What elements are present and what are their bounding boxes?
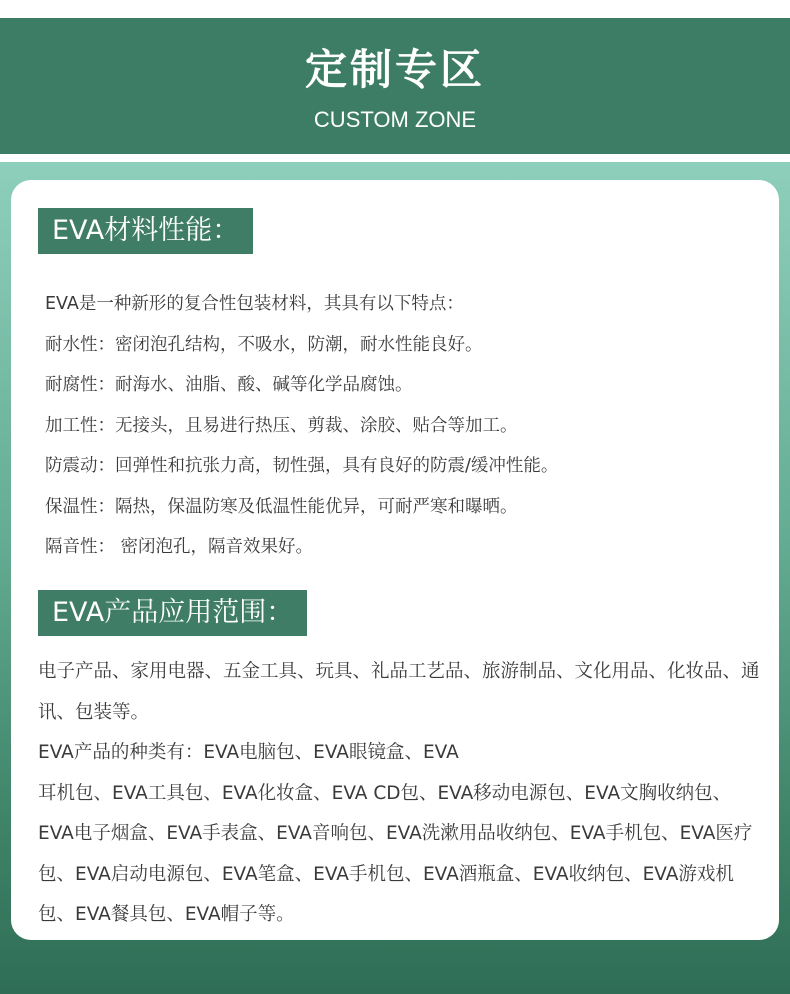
list-item: 耐水性：密闭泡孔结构，不吸水，防潮，耐水性能良好。 <box>45 334 483 355</box>
page-subtitle: CUSTOM ZONE <box>313 107 477 132</box>
application-paragraph-2-rest: 耳机包、EVA工具包、EVA化妆盒、EVA CD包、EVA移动电源包、EVA文胸收纳包、EVA电子烟盒、EVA手表盒、EVA音响包、EVA洗漱用品收纳包、EVA手机包、EVA医疗包、EVA启动电源包、EVA笔盒、EVA手机包、EVA酒瓶盒、EVA收纳包、EVA游戏机包、EVA餐具包、EVA帽子等。 <box>38 782 753 925</box>
application-text <box>38 652 760 936</box>
list-item: 加工性：无接头，且易进行热压、剪裁、涂胶、贴合等加工。 <box>45 415 518 436</box>
application-paragraph-1: 电子产品、家用电器、五金工具、玩具、礼品工艺品、旅游制品、文化用品、化妆品、通讯、包装等。 <box>38 661 760 723</box>
material-properties-list <box>45 284 765 568</box>
list-item: 保温性：隔热，保温防寒及低温性能优异，可耐严寒和曝晒。 <box>45 496 518 517</box>
list-item: 耐腐性：耐海水、油脂、酸、碱等化学品腐蚀。 <box>45 375 413 395</box>
application-paragraph-2-line-1: EVA产品的种类有：EVA电脑包、EVA眼镜盒、EVA <box>38 742 459 763</box>
list-item: 隔音性： 密闭泡孔，隔音效果好。 <box>45 537 314 557</box>
material-heading: EVA材料性能： <box>38 208 253 254</box>
list-item: 防震动：回弹性和抗张力高，韧性强，具有良好的防震/缓冲性能。 <box>45 456 559 476</box>
page-title: 定制专区 <box>304 45 485 94</box>
header-banner <box>0 18 790 154</box>
list-item: EVA是一种新形的复合性包装材料，其具有以下特点： <box>45 294 464 314</box>
application-heading: EVA产品应用范围： <box>38 590 307 636</box>
content-card <box>11 180 779 940</box>
